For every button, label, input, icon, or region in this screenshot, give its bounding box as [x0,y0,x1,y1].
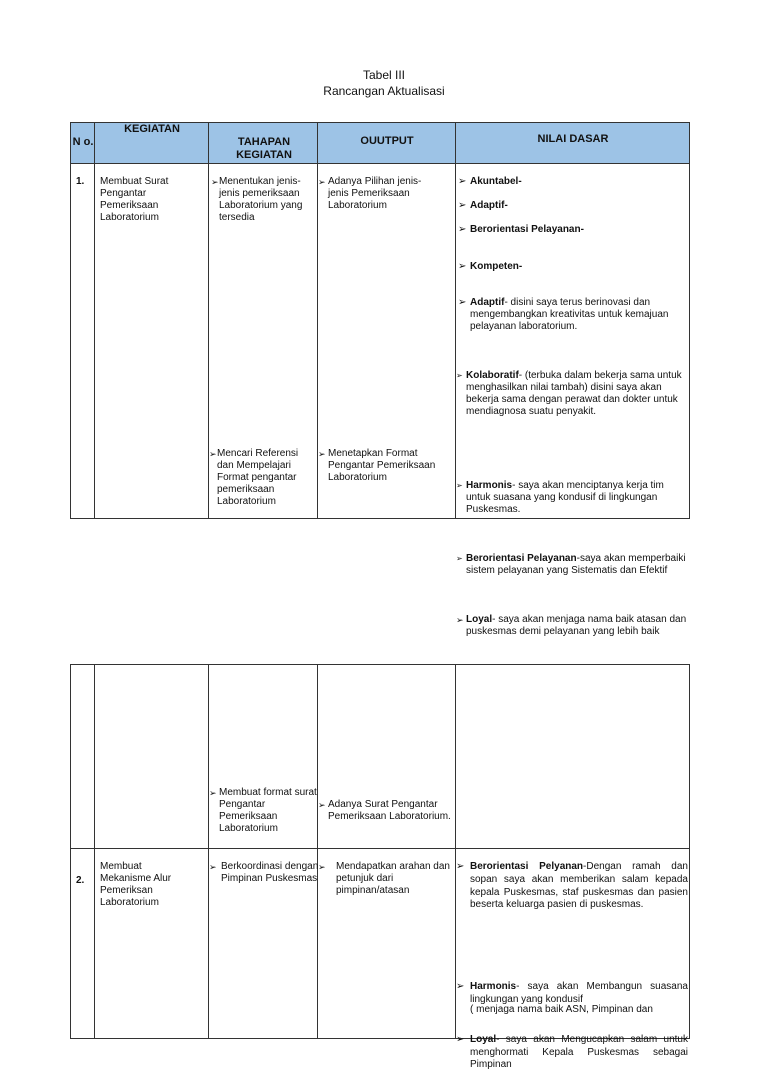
header-tahapan: TAHAPAN KEGIATAN [209,123,318,164]
arrow-bullet-icon: ➢ [209,862,217,872]
nilai-item: ➢ Harmonis- saya akan menciptanya kerja tim untuk suasana yang kondusif di lingkungan Puskesmas. [456,480,664,515]
row-number: 1. [71,164,95,519]
nilai-item: ➢ Loyal- saya akan Mengucapkan salam untuk menghormati Kepala Puskesmas sebagai Pimpinan [456,1033,688,1071]
output-item-3: ➢ Adanya Surat Pengantar Pemeriksaan Laboratorium. [318,799,451,822]
activity-table-continued [70,664,690,1071]
output-cell [318,164,456,519]
nilai-item: ➢ Akuntabel- [458,176,522,187]
table-row [71,164,690,519]
nilai-item: ➢ Berorientasi Pelayanan- [458,224,584,235]
arrow-bullet-icon: ➢ [211,177,219,187]
activity-table [70,122,690,637]
nilai-item: ➢ Kompeten- [458,261,523,272]
arrow-bullet-icon: ➢ [456,981,465,993]
tahapan-step: ➢ Berkoordinasi dengan Pimpinan Puskesmas [209,861,319,884]
nilai-dasar-cell [456,665,690,849]
arrow-bullet-icon: ➢ [318,862,326,872]
kegiatan-cell: Membuat Surat Pengantar Pemeriksaan Laboratorium [95,164,209,519]
header-nilai-dasar: NILAI DASAR [456,123,690,164]
arrow-bullet-icon: ➢ [209,449,217,459]
table-row [71,665,690,849]
output-item: ➢ Mendapatkan arahan dan petunjuk dari pimpinan/atasan [318,861,450,896]
arrow-bullet-icon: ➢ [318,177,326,187]
nilai-item: ➢ Harmonis- saya akan Membangun suasana lingkungan yang kondusif [456,981,688,1005]
arrow-bullet-icon: ➢ [318,449,326,459]
arrow-bullet-icon: ➢ [458,224,467,235]
output-item-1: ➢ Adanya Pilihan jenis-jenis Pemeriksaan Laboratorium [318,176,422,211]
arrow-bullet-icon: ➢ [458,176,467,187]
arrow-bullet-icon: ➢ [458,297,467,308]
header-no: N o. [71,123,95,164]
tahapan-step-2: ➢ Mencari Referensi dan Mempelajari Format pengantar pemeriksaan Laboratorium [209,448,299,507]
arrow-bullet-icon: ➢ [318,800,326,810]
nilai-item-continued: ( menjaga nama baik ASN, Pimpinan dan [470,1004,653,1015]
tahapan-step-1: ➢ Menentukan jenis-jenis pemeriksaan Laboratorium yang tersedia [211,176,303,223]
caption-title: Tabel III [362,68,406,82]
output-item-2: ➢ Menetapkan Format Pengantar Pemeriksaan Laboratorium [318,448,436,483]
arrow-bullet-icon: ➢ [456,481,463,490]
row-number [71,665,95,849]
nilai-item: ➢ Kolaboratif- (terbuka dalam bekerja sama untuk menghasilkan nilai tambah) disini saya akan bekerja sama dengan perawat dan dokter untuk mendiagnosa suatu penyakit. [456,370,682,417]
arrow-bullet-icon: ➢ [458,261,467,272]
header-output: OUUTPUT [318,123,456,164]
kegiatan-cell: Membuat Mekanisme Alur Pemeriksan Laboratorium [95,849,209,1039]
arrow-bullet-icon: ➢ [456,371,463,380]
arrow-bullet-icon: ➢ [456,1033,465,1045]
nilai-dasar-cell [456,164,690,637]
kegiatan-cell [95,665,209,849]
header-row [71,123,690,164]
output-cell [318,849,456,1039]
tahapan-cell [209,665,318,849]
arrow-bullet-icon: ➢ [456,615,464,625]
caption-subtitle: Rancangan Aktualisasi [323,84,445,98]
nilai-item: ➢ Loyal- saya akan menjaga nama baik atasan dan puskesmas demi pelayanan yang lebih baik [456,614,687,637]
nilai-item: ➢ Berorientasi Pelyanan-Dengan ramah dan sopan saya akan memberikan salam kepada kepala Puskesmas, staf puskesmas dan pasien beserta keluarga pasien di puskesmas. [456,861,688,911]
header-kegiatan: KEGIATAN [95,123,209,164]
nilai-item: ➢ Adaptif- [458,200,508,211]
output-cell [318,665,456,849]
table-row [71,849,690,1039]
nilai-item: ➢ Adaptif- disini saya terus berinovasi dan mengembangkan kreativitas untuk kemajuan pelayanan laboratorium. [458,297,669,332]
arrow-bullet-icon: ➢ [209,788,217,798]
arrow-bullet-icon: ➢ [456,861,465,872]
tahapan-cell [209,164,318,519]
arrow-bullet-icon: ➢ [456,554,463,563]
nilai-dasar-cell [456,849,690,1071]
tahapan-cell [209,849,318,1039]
row-number: 2. [71,849,95,1039]
tahapan-step-3: ➢ Membuat format surat Pengantar Pemeriksaan Laboratorium [209,787,317,834]
arrow-bullet-icon: ➢ [458,200,467,211]
nilai-item: ➢ Berorientasi Pelayanan-saya akan memperbaiki sistem pelayanan yang Sistematis dan Efektif [456,553,686,576]
